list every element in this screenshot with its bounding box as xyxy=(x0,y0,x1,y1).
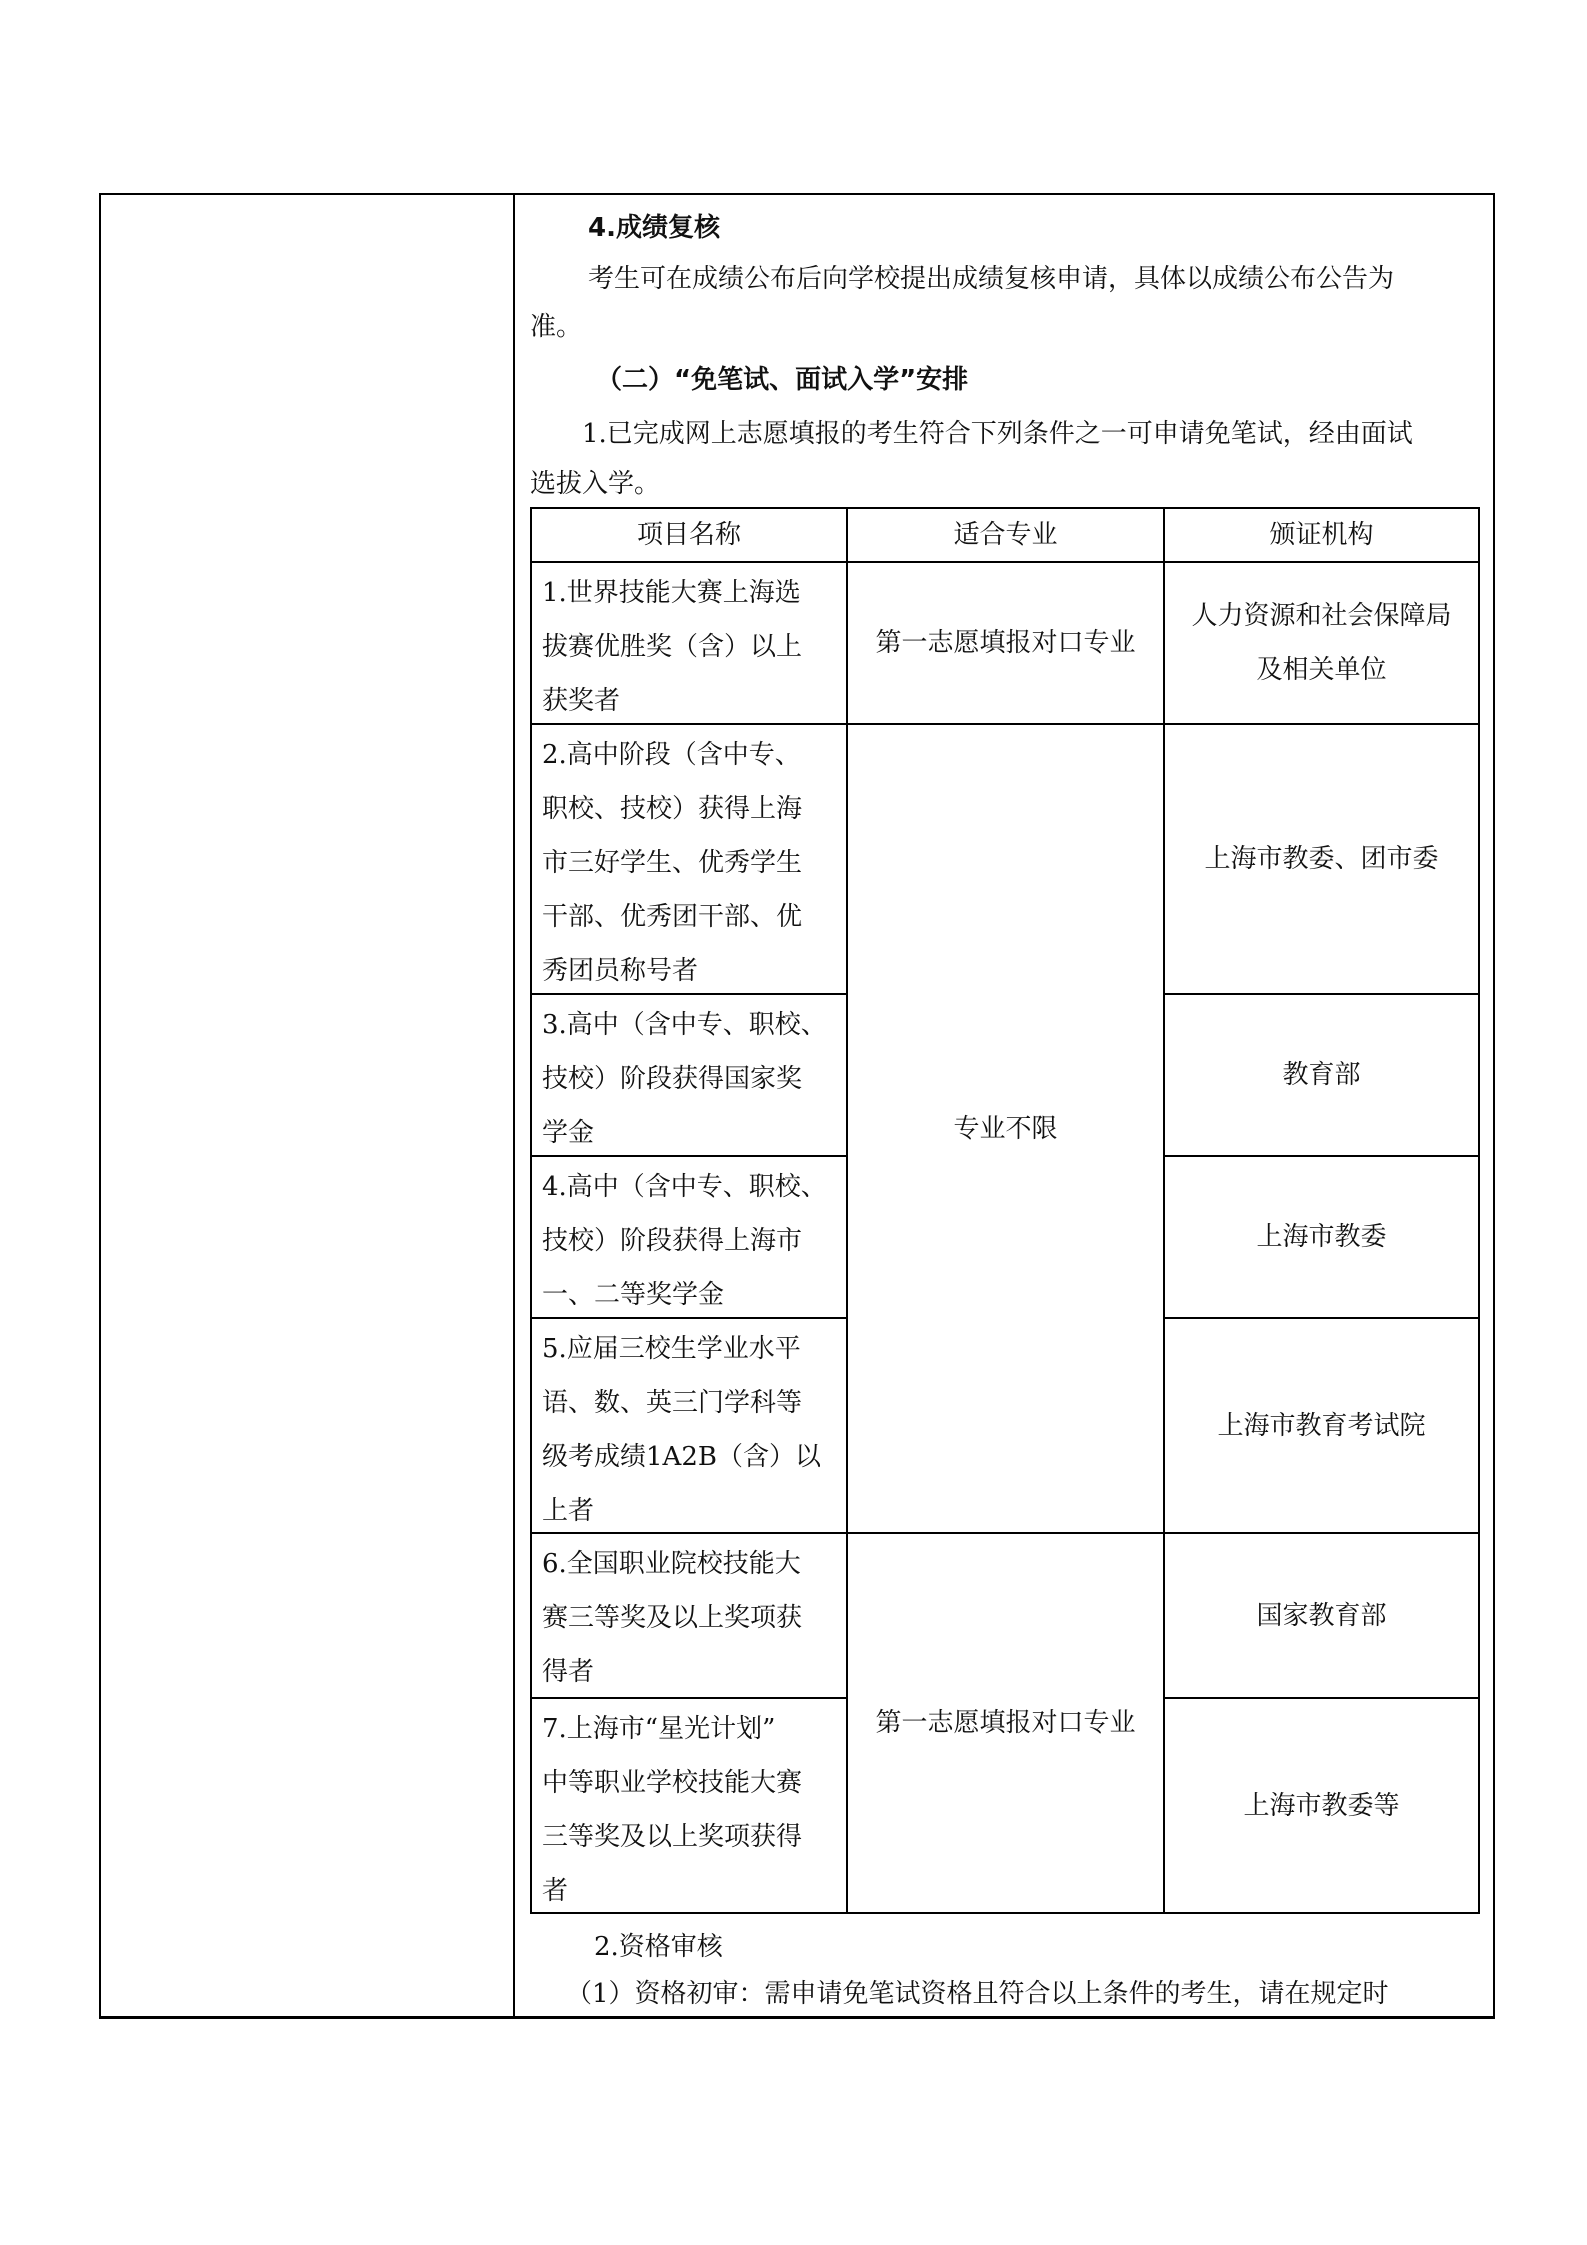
table-row-major: 第一志愿填报对口专业 xyxy=(875,1708,1136,1738)
arrangement-paragraph-line1: 1.已完成网上志愿填报的考生符合下列条件之一可申请免笔试，经由面试 xyxy=(582,419,1413,449)
table-row-item: 3.高中（含中专、职校、 技校）阶段获得国家奖 学金 xyxy=(542,1010,827,1148)
review-paragraph-line2: 准。 xyxy=(530,312,583,342)
outer-bottom-border xyxy=(99,2016,1495,2019)
table-row-org: 国家教育部 xyxy=(1256,1600,1387,1631)
table-row-org: 教育部 xyxy=(1282,1060,1361,1090)
outer-right-border xyxy=(1493,193,1495,2019)
table-row-major: 第一志愿填报对口专业 xyxy=(875,628,1136,658)
table-row-item: 2.高中阶段（含中专、 职校、技校）获得上海 市三好学生、优秀学生 干部、优秀团干部、优 秀团员称号者 xyxy=(542,740,803,986)
table-row-org: 人力资源和社会保障局 及相关单位 xyxy=(1191,601,1452,685)
table-row-item: 6.全国职业院校技能大 赛三等奖及以上奖项获 得者 xyxy=(542,1549,803,1687)
table-row-org: 上海市教委 xyxy=(1256,1222,1387,1252)
column-divider xyxy=(513,193,515,2019)
review-paragraph-line1: 考生可在成绩公布后向学校提出成绩复核申请，具体以成绩公布公告为 xyxy=(588,264,1395,294)
outer-left-border xyxy=(99,193,101,2019)
table-row-major: 专业不限 xyxy=(953,1113,1058,1144)
qualification-paragraph: （1）资格初审：需申请免笔试资格且符合以上条件的考生，请在规定时 xyxy=(566,1979,1389,2009)
table-row-item: 4.高中（含中专、职校、 技校）阶段获得上海市 一、二等奖学金 xyxy=(542,1172,827,1310)
table-header-item: 项目名称 xyxy=(636,520,741,550)
arrangement-paragraph-line2: 选拔入学。 xyxy=(530,469,661,499)
table-row-org: 上海市教育考试院 xyxy=(1217,1410,1426,1441)
table-header-major: 适合专业 xyxy=(953,520,1058,550)
outer-top-border xyxy=(99,193,1495,195)
table-row-item: 5.应届三校生学业水平 语、数、英三门学科等 级考成绩1A2B（含）以 上者 xyxy=(542,1334,821,1526)
table-header-org: 颁证机构 xyxy=(1269,520,1374,550)
qualification-heading: 2.资格审核 xyxy=(594,1932,723,1962)
table-row-org: 上海市教委、团市委 xyxy=(1204,844,1439,874)
table-row-item: 1.世界技能大赛上海选 拔赛优胜奖（含）以上 获奖者 xyxy=(542,578,803,716)
section-heading: 4.成绩复核 xyxy=(588,213,720,243)
arrangement-heading: （二）“免笔试、面试入学”安排 xyxy=(596,365,969,395)
table-row-item: 7.上海市“星光计划” 中等职业学校技能大赛 三等奖及以上奖项获得 者 xyxy=(542,1714,803,1906)
table-row-org: 上海市教委等 xyxy=(1243,1790,1400,1821)
